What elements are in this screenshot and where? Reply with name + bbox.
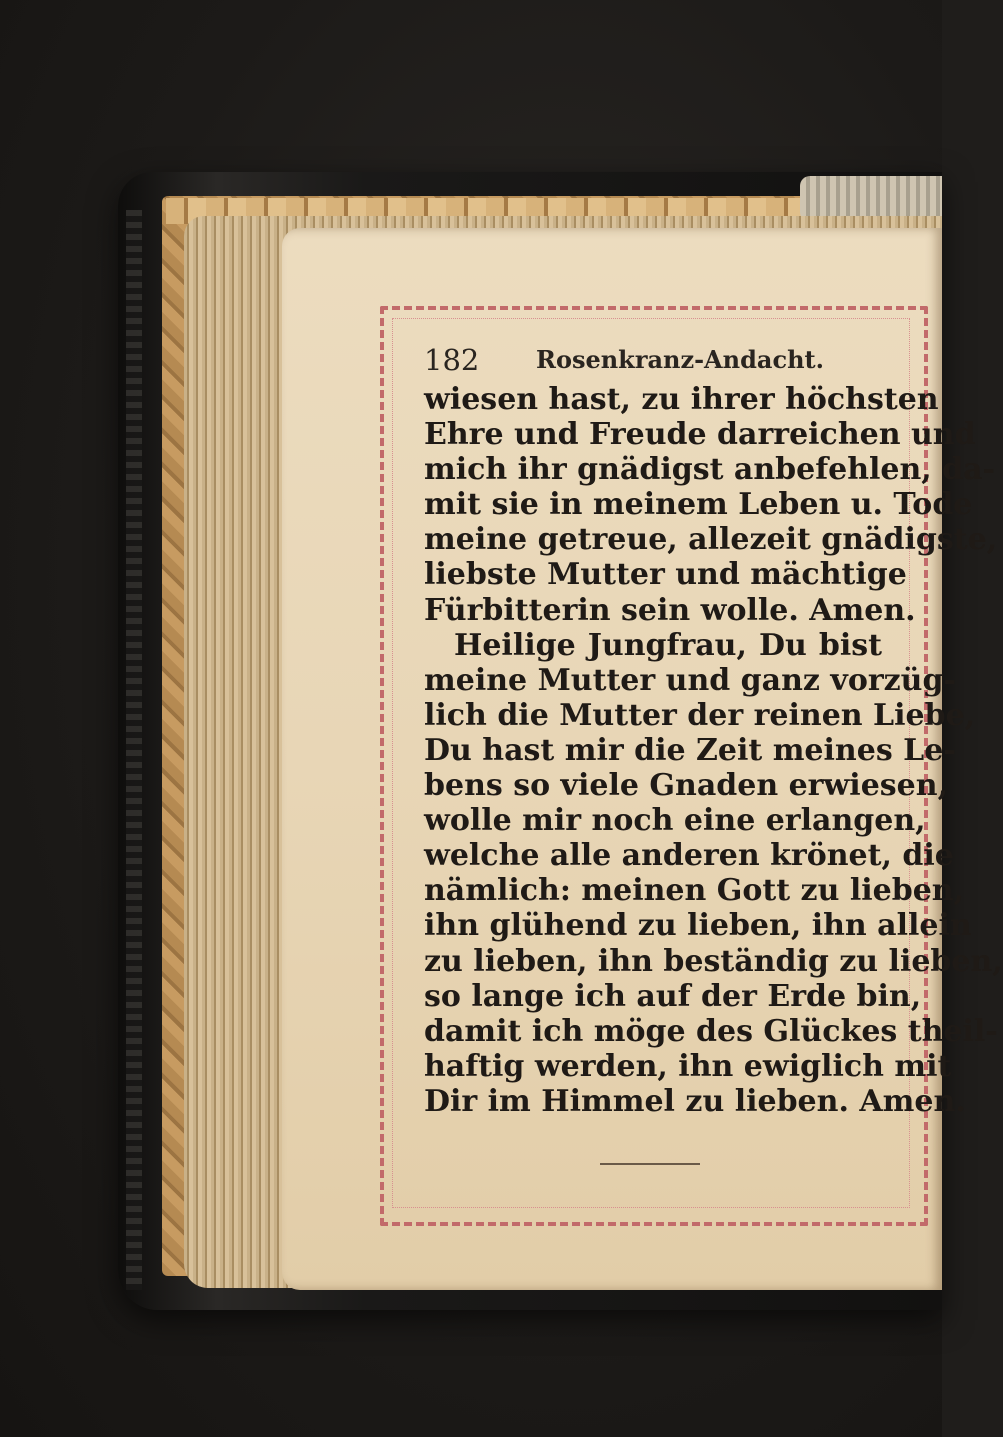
running-head: Rosenkranz-Andacht. [536, 345, 824, 374]
text-line: meine getreue, allezeit gnädigste, [424, 522, 998, 558]
text-line: mich ihr gnädigst anbefehlen, da- [424, 452, 996, 488]
text-line: damit ich möge des Glückes theil- [424, 1013, 998, 1049]
text-line: bens so viele Gnaden erwiesen, [424, 768, 949, 804]
spine-decoration [126, 210, 142, 1290]
page-number: 182 [424, 343, 480, 377]
text-line: Heilige Jungfrau, Du bist [454, 627, 882, 663]
text-line: zu lieben, ihn beständig zu lieben, [424, 943, 1003, 979]
text-line: Fürbitterin sein wolle. Amen. [424, 592, 916, 628]
closing-rule [600, 1163, 700, 1165]
text-line: nämlich: meinen Gott zu lieben, [424, 873, 965, 909]
text-line: meine Mutter und ganz vorzüg- [424, 662, 956, 698]
page-header [424, 340, 894, 380]
text-line: Du hast mir die Zeit meines Le- [424, 732, 956, 768]
text-line: welche alle anderen krönet, die [424, 838, 954, 874]
text-line: Ehre und Freude darreichen und [424, 417, 976, 453]
text-line: so lange ich auf der Erde bin, [424, 978, 922, 1014]
text-line: wolle mir noch eine erlangen, [424, 803, 926, 839]
text-line: ihn glühend zu lieben, ihn allein [424, 908, 972, 944]
text-line: mit sie in meinem Leben u. Tode [424, 487, 973, 523]
text-line: wiesen hast, zu ihrer höchsten [424, 382, 939, 417]
text-line: haftig werden, ihn ewiglich mit [424, 1048, 952, 1084]
text-line: lich die Mutter der reinen Liebe, [424, 697, 976, 733]
text-line: Dir im Himmel zu lieben. Amen. [424, 1083, 966, 1119]
prayer-text [424, 382, 1003, 1119]
text-line: liebste Mutter und mächtige [424, 557, 907, 593]
